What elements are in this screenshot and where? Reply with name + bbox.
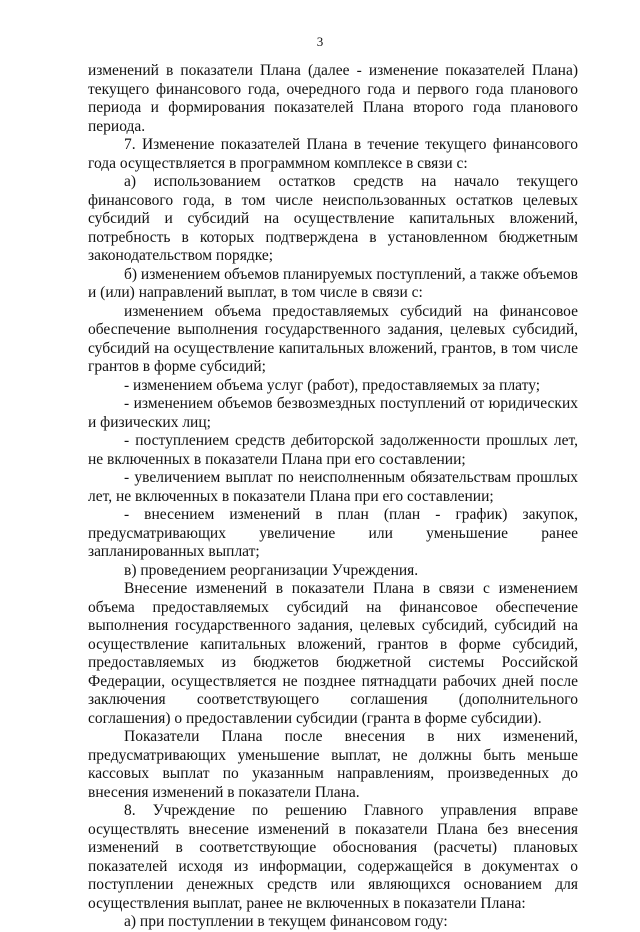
paragraph: 7. Изменение показателей Плана в течение текущего финансового года осуществляется в программном комплексе в связи с: [88, 136, 578, 172]
paragraph: б) изменением объемов планируемых поступлений, а также объемов и (или) направлений выплат, в том числе в связи с: [88, 265, 578, 301]
paragraph: - увеличением выплат по неисполненным обязательствам прошлых лет, не включенных в показатели Плана при его составлении; [88, 469, 578, 505]
paragraph: изменением объема предоставляемых субсидий на финансовое обеспечение выполнения государственного задания, целевых субсидий, субсидий на осуществление капитальных вложений, грантов, в том числе грантов в форме субсидий; [88, 302, 578, 375]
paragraph: - поступлением средств дебиторской задолженности прошлых лет, не включенных в показатели Плана при его составлении; [88, 432, 578, 468]
paragraph: а) использованием остатков средств на начало текущего финансового года, в том числе неиспользованных остатков целевых субсидий и субсидий на осуществление капитальных вложений, потребность в которых подтверждена в установленном бюджетным законодательством порядке; [88, 173, 578, 264]
paragraph: 8. Учреждение по решению Главного управления вправе осуществлять внесение изменений в показатели Плана без внесения изменений в соответствующие обоснования (расчеты) плановых показателей исходя из информации, содержащейся в документах о поступлении денежных средств или являющихся основанием для осуществления выплат, ранее не включенных в показатели Плана: [88, 802, 578, 912]
page-number: 3 [316, 34, 324, 49]
document-body [88, 62, 578, 932]
paragraph: а) при поступлении в текущем финансовом году: [124, 913, 448, 930]
paragraph: - внесением изменений в план (план - график) закупок, предусматривающих увеличение или уменьшение ранее запланированных выплат; [88, 506, 578, 560]
paragraph: - изменением объемов безвозмездных поступлений от юридических и физических лиц; [88, 395, 578, 431]
paragraph: в) проведением реорганизации Учреждения. [124, 561, 419, 579]
paragraph: - изменением объема услуг (работ), предоставляемых за плату; [124, 376, 541, 394]
paragraph: Внесение изменений в показатели Плана в связи с изменением объема предоставляемых субсидий на финансовое обеспечение выполнения государственного задания, целевых субсидий, субсидий на осуществление капитальных вложений, грантов в форме субсидий, предоставляемых из бюджетов бюджетной системы Российской Федерации, осуществляется не позднее пятнадцати рабочих дней после заключения соответствующего соглашения (дополнительного соглашения) о предоставлении субсидии (гранта в форме субсидии). [88, 580, 578, 727]
paragraph: изменений в показатели Плана (далее - изменение показателей Плана) текущего финансового года, очередного года и первого года планового периода и формирования показателей Плана второго года планового периода. [88, 62, 578, 135]
paragraph: Показатели Плана после внесения в них изменений, предусматривающих уменьшение выплат, не должны быть меньше кассовых выплат по указанным направлениям, произведенных до внесения изменений в показатели Плана. [88, 728, 578, 801]
